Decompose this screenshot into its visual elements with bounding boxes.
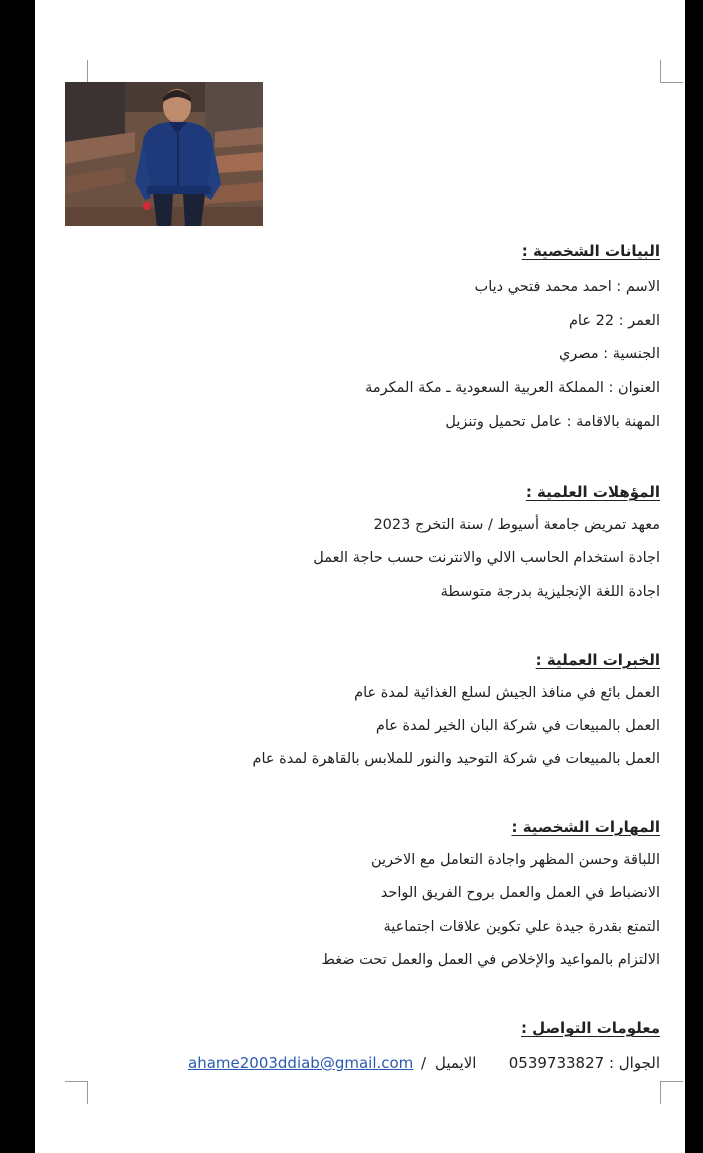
email-link[interactable]: ahame2003ddiab@gmail.com: [188, 1054, 414, 1072]
email-label: الايميل: [435, 1054, 477, 1072]
skills-heading: المهارات الشخصية :: [511, 818, 660, 836]
qualifications-heading: المؤهلات العلمية :: [525, 483, 660, 501]
age-line: العمر : 22 عام: [568, 313, 660, 329]
qualification-item: اجادة اللغة الإنجليزية بدرجة متوسطة: [440, 584, 660, 600]
personal-heading: البيانات الشخصية :: [521, 242, 660, 260]
residence-job-line: المهنة بالاقامة : عامل تحميل وتنزيل: [445, 414, 660, 430]
profile-photo: [65, 82, 263, 226]
experience-item: العمل بالمبيعات في شركة البان الخير لمدة عام: [375, 718, 660, 734]
experience-item: العمل بالمبيعات في شركة التوحيد والنور للملابس بالقاهرة لمدة عام: [252, 751, 660, 767]
corner-mark-bottom-right: [660, 1081, 683, 1104]
corner-mark-top-left: [65, 60, 88, 83]
experience-heading: الخبرات العملية :: [535, 651, 660, 669]
skill-item: الالتزام بالمواعيد والإخلاص في العمل والعمل تحت ضغط: [321, 952, 660, 968]
name-line: الاسم : احمد محمد فتحي دياب: [474, 279, 660, 295]
right-edge: [685, 0, 703, 1153]
corner-mark-bottom-left: [65, 1081, 88, 1104]
skill-item: الانضباط في العمل والعمل بروح الفريق الواحد: [380, 885, 660, 901]
address-line: العنوان : المملكة العربية السعودية ـ مكة المكرمة: [365, 380, 660, 396]
contact-heading: معلومات التواصل :: [520, 1019, 660, 1037]
separator: /: [421, 1054, 427, 1072]
experience-item: العمل بائع في منافذ الجيش لسلع الغذائية لمدة عام: [354, 685, 660, 701]
corner-mark-top-right: [660, 60, 683, 83]
qualification-item: معهد تمريض جامعة أسيوط / سنة التخرج 2023: [373, 517, 660, 533]
skill-item: التمتع بقدرة جيدة علي تكوين علاقات اجتماعية: [383, 919, 660, 935]
skill-item: اللباقة وحسن المظهر واجادة التعامل مع الاخرين: [370, 852, 660, 868]
contact-row: [185, 1054, 660, 1078]
document-page: [35, 0, 685, 1153]
phone-number: الجوال : 0539733827: [508, 1054, 660, 1072]
qualification-item: اجادة استخدام الحاسب الالي والانترنت حسب حاجة العمل: [313, 550, 660, 566]
nationality-line: الجنسية : مصري: [558, 346, 660, 362]
